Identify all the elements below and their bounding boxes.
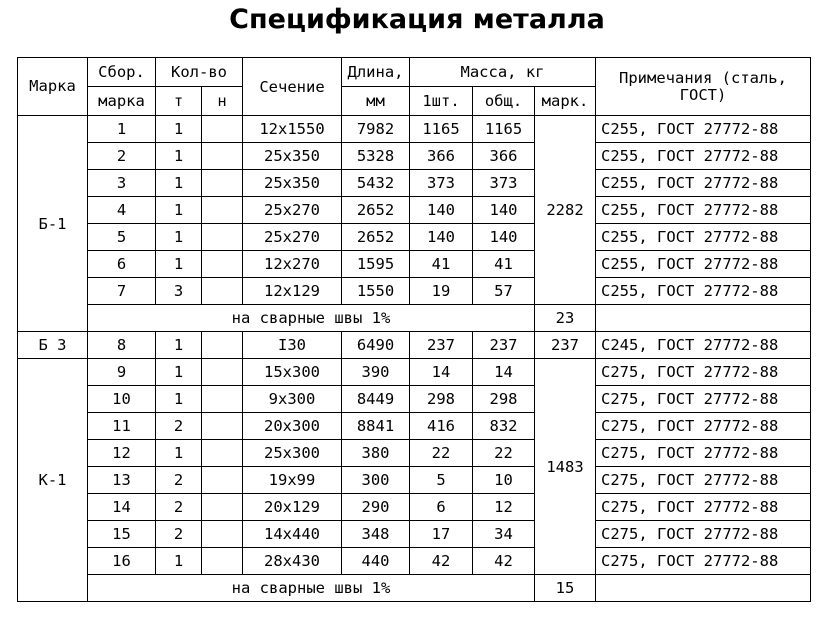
kolvo-t-cell: 3 (156, 278, 202, 305)
mark-cell: Б-1 (18, 116, 88, 332)
sbor-marka-cell: 5 (88, 224, 156, 251)
table-row (18, 143, 811, 170)
length-cell: 1550 (342, 278, 410, 305)
note-cell: С255, ГОСТ 27772-88 (596, 251, 811, 278)
length-cell: 8841 (342, 413, 410, 440)
length-cell: 6490 (342, 332, 410, 359)
mass-total-cell: 14 (473, 359, 535, 386)
kolvo-t-cell: 1 (156, 332, 202, 359)
kolvo-n-cell (202, 386, 243, 413)
section-cell: 25x350 (243, 143, 342, 170)
kolvo-n-cell (202, 278, 243, 305)
note-cell: С255, ГОСТ 27772-88 (596, 170, 811, 197)
mass-total-cell: 366 (473, 143, 535, 170)
mass-1sht-cell: 19 (410, 278, 473, 305)
note-cell: С275, ГОСТ 27772-88 (596, 359, 811, 386)
kolvo-n-cell (202, 521, 243, 548)
kolvo-t-cell: 1 (156, 143, 202, 170)
note-cell: С255, ГОСТ 27772-88 (596, 224, 811, 251)
kolvo-n-cell (202, 332, 243, 359)
section-cell: 28x430 (243, 548, 342, 575)
mass-1sht-cell: 237 (410, 332, 473, 359)
length-cell: 1595 (342, 251, 410, 278)
length-cell: 8449 (342, 386, 410, 413)
sbor-marka-cell: 12 (88, 440, 156, 467)
sbor-marka-cell: 15 (88, 521, 156, 548)
header-sbor-marka-top: Сбор. (88, 58, 156, 87)
kolvo-t-cell: 1 (156, 170, 202, 197)
mass-1sht-cell: 373 (410, 170, 473, 197)
mass-total-cell: 832 (473, 413, 535, 440)
sbor-marka-cell: 8 (88, 332, 156, 359)
length-cell: 290 (342, 494, 410, 521)
sbor-marka-cell: 1 (88, 116, 156, 143)
sbor-marka-cell: 13 (88, 467, 156, 494)
metal-specification-table (17, 57, 811, 602)
mark-mass-cell: 2282 (535, 116, 596, 305)
kolvo-t-cell: 1 (156, 116, 202, 143)
mass-1sht-cell: 14 (410, 359, 473, 386)
header-marka: Марка (18, 58, 88, 116)
note-cell: С245, ГОСТ 27772-88 (596, 332, 811, 359)
mass-total-cell: 12 (473, 494, 535, 521)
header-massa-obsh: общ. (473, 87, 535, 116)
mass-total-cell: 373 (473, 170, 535, 197)
note-cell: С275, ГОСТ 27772-88 (596, 494, 811, 521)
header-kolvo-n: н (202, 87, 243, 116)
section-cell: 25x270 (243, 197, 342, 224)
welds-label-cell: на сварные швы 1% (88, 575, 535, 602)
mass-1sht-cell: 140 (410, 224, 473, 251)
header-massa: Масса, кг (410, 58, 596, 87)
mass-1sht-cell: 22 (410, 440, 473, 467)
note-cell: С255, ГОСТ 27772-88 (596, 278, 811, 305)
kolvo-t-cell: 2 (156, 467, 202, 494)
table-row (18, 170, 811, 197)
sbor-marka-cell: 6 (88, 251, 156, 278)
table-row (18, 521, 811, 548)
note-cell: С255, ГОСТ 27772-88 (596, 116, 811, 143)
table-row (18, 440, 811, 467)
kolvo-t-cell: 1 (156, 251, 202, 278)
sbor-marka-cell: 4 (88, 197, 156, 224)
sbor-marka-cell: 10 (88, 386, 156, 413)
kolvo-n-cell (202, 251, 243, 278)
header-kolvo-t: т (156, 87, 202, 116)
section-cell: 25x300 (243, 440, 342, 467)
sbor-marka-cell: 11 (88, 413, 156, 440)
welds-mass-cell: 23 (535, 305, 596, 332)
section-cell: 20x300 (243, 413, 342, 440)
mass-total-cell: 10 (473, 467, 535, 494)
welds-note-cell (596, 575, 811, 602)
page-title: Спецификация металла (229, 4, 605, 35)
length-cell: 5328 (342, 143, 410, 170)
table-row (18, 494, 811, 521)
kolvo-n-cell (202, 413, 243, 440)
table-row (18, 251, 811, 278)
mark-mass-cell: 1483 (535, 359, 596, 575)
kolvo-t-cell: 1 (156, 386, 202, 413)
welds-mass-cell: 15 (535, 575, 596, 602)
table-row (18, 116, 811, 143)
mass-total-cell: 237 (473, 332, 535, 359)
kolvo-n-cell (202, 143, 243, 170)
table-row (18, 548, 811, 575)
kolvo-n-cell (202, 467, 243, 494)
table-row (18, 332, 811, 359)
header-dlina-unit: мм (342, 87, 410, 116)
table-row (18, 224, 811, 251)
section-cell: 25x350 (243, 170, 342, 197)
length-cell: 440 (342, 548, 410, 575)
kolvo-n-cell (202, 197, 243, 224)
section-cell: 9x300 (243, 386, 342, 413)
table-row (18, 386, 811, 413)
mass-total-cell: 140 (473, 197, 535, 224)
sbor-marka-cell: 2 (88, 143, 156, 170)
mass-1sht-cell: 17 (410, 521, 473, 548)
kolvo-n-cell (202, 170, 243, 197)
welds-row (18, 575, 811, 602)
sbor-marka-cell: 7 (88, 278, 156, 305)
length-cell: 2652 (342, 224, 410, 251)
length-cell: 300 (342, 467, 410, 494)
mass-1sht-cell: 366 (410, 143, 473, 170)
header-massa-1sht: 1шт. (410, 87, 473, 116)
mass-total-cell: 1165 (473, 116, 535, 143)
length-cell: 390 (342, 359, 410, 386)
kolvo-t-cell: 1 (156, 197, 202, 224)
header-row-1 (18, 58, 811, 87)
section-cell: 20x129 (243, 494, 342, 521)
section-cell: 15x300 (243, 359, 342, 386)
length-cell: 2652 (342, 197, 410, 224)
header-massa-mark: марк. (535, 87, 596, 116)
note-cell: С275, ГОСТ 27772-88 (596, 386, 811, 413)
header-kolvo: Кол-во (156, 58, 243, 87)
note-cell: С275, ГОСТ 27772-88 (596, 467, 811, 494)
note-cell: С275, ГОСТ 27772-88 (596, 521, 811, 548)
table-row (18, 413, 811, 440)
mass-total-cell: 57 (473, 278, 535, 305)
mass-total-cell: 298 (473, 386, 535, 413)
table-row (18, 197, 811, 224)
table-row (18, 278, 811, 305)
section-cell: 12x129 (243, 278, 342, 305)
mass-1sht-cell: 416 (410, 413, 473, 440)
section-cell: I30 (243, 332, 342, 359)
kolvo-t-cell: 1 (156, 359, 202, 386)
sbor-marka-cell: 3 (88, 170, 156, 197)
section-cell: 12x270 (243, 251, 342, 278)
note-cell: С275, ГОСТ 27772-88 (596, 548, 811, 575)
mass-1sht-cell: 42 (410, 548, 473, 575)
table-row (18, 467, 811, 494)
welds-row (18, 305, 811, 332)
sbor-marka-cell: 16 (88, 548, 156, 575)
welds-label-cell: на сварные швы 1% (88, 305, 535, 332)
mass-total-cell: 140 (473, 224, 535, 251)
section-cell: 19x99 (243, 467, 342, 494)
kolvo-n-cell (202, 224, 243, 251)
note-cell: С255, ГОСТ 27772-88 (596, 197, 811, 224)
kolvo-n-cell (202, 494, 243, 521)
kolvo-t-cell: 1 (156, 224, 202, 251)
kolvo-t-cell: 1 (156, 440, 202, 467)
kolvo-t-cell: 2 (156, 494, 202, 521)
length-cell: 7982 (342, 116, 410, 143)
length-cell: 380 (342, 440, 410, 467)
length-cell: 5432 (342, 170, 410, 197)
mass-total-cell: 41 (473, 251, 535, 278)
header-primechaniya: Примечания (сталь, ГОСТ) (596, 58, 811, 116)
kolvo-n-cell (202, 440, 243, 467)
section-cell: 25x270 (243, 224, 342, 251)
mass-1sht-cell: 140 (410, 197, 473, 224)
note-cell: С255, ГОСТ 27772-88 (596, 143, 811, 170)
mark-mass-cell: 237 (535, 332, 596, 359)
mass-1sht-cell: 41 (410, 251, 473, 278)
mass-1sht-cell: 5 (410, 467, 473, 494)
mark-cell: К-1 (18, 359, 88, 602)
mass-1sht-cell: 6 (410, 494, 473, 521)
table-row (18, 359, 811, 386)
kolvo-t-cell: 2 (156, 413, 202, 440)
welds-note-cell (596, 305, 811, 332)
sbor-marka-cell: 14 (88, 494, 156, 521)
kolvo-n-cell (202, 359, 243, 386)
header-sbor-marka-bottom: марка (88, 87, 156, 116)
kolvo-t-cell: 1 (156, 548, 202, 575)
sbor-marka-cell: 9 (88, 359, 156, 386)
mass-1sht-cell: 298 (410, 386, 473, 413)
mass-total-cell: 34 (473, 521, 535, 548)
mass-total-cell: 22 (473, 440, 535, 467)
header-dlina-top: Длина, (342, 58, 410, 87)
kolvo-n-cell (202, 116, 243, 143)
note-cell: С275, ГОСТ 27772-88 (596, 440, 811, 467)
header-sechenie: Сечение (243, 58, 342, 116)
length-cell: 348 (342, 521, 410, 548)
note-cell: С275, ГОСТ 27772-88 (596, 413, 811, 440)
section-cell: 14x440 (243, 521, 342, 548)
mark-cell: Б 3 (18, 332, 88, 359)
mass-total-cell: 42 (473, 548, 535, 575)
kolvo-n-cell (202, 548, 243, 575)
mass-1sht-cell: 1165 (410, 116, 473, 143)
kolvo-t-cell: 2 (156, 521, 202, 548)
section-cell: 12x1550 (243, 116, 342, 143)
